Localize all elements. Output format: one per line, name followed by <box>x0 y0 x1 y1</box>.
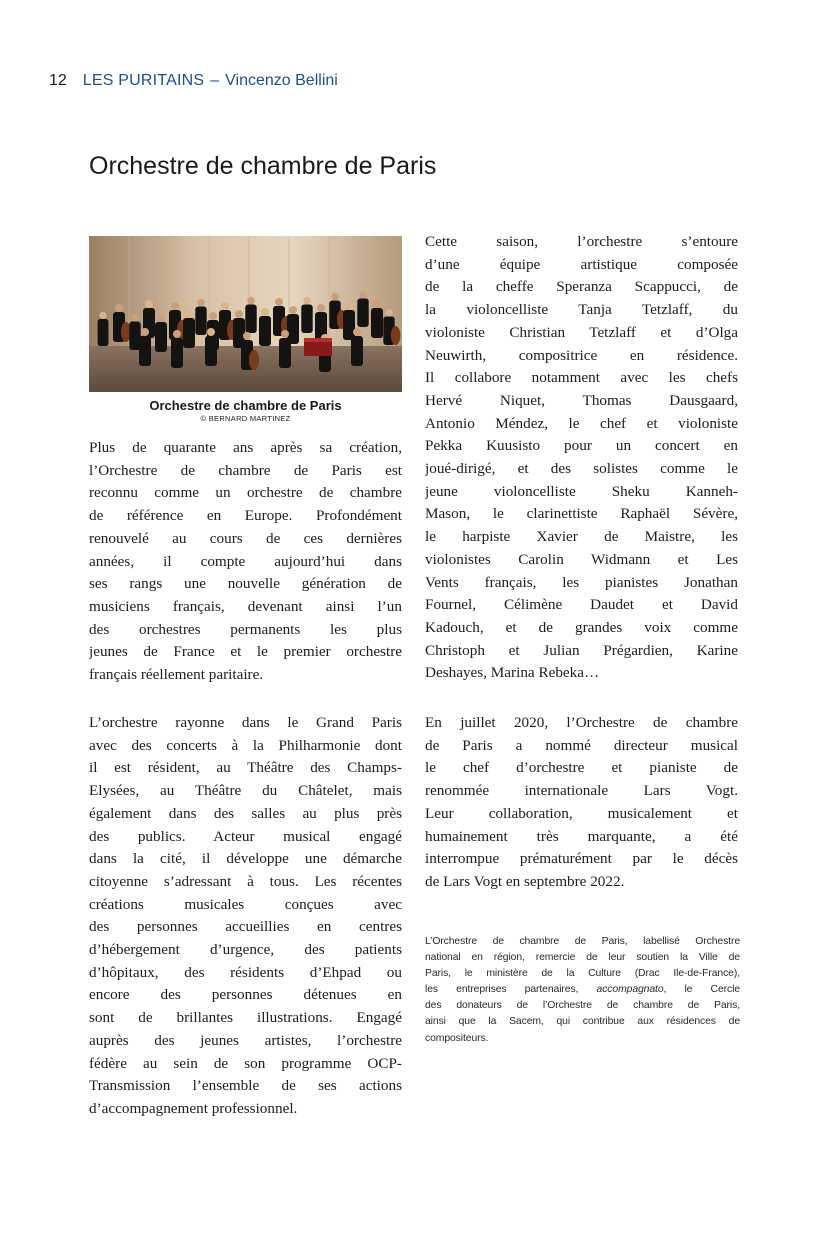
work-title: LES PURITAINS <box>82 72 205 89</box>
text-line: encore des personnes détenues en <box>89 986 402 1004</box>
text-line: ses rangs une nouvelle génération de <box>89 575 402 593</box>
text-line: Vents français, les pianistes Jonathan <box>425 573 738 591</box>
text-line: citoyenne s’adressant à tous. Les récentes <box>89 872 402 890</box>
page-title: Orchestre de chambre de Paris <box>89 152 437 180</box>
text-line: Neuwirth, compositrice en résidence. <box>425 346 738 364</box>
footnote-line: des donateurs de l’Orchestre de chambre de Paris, <box>425 1000 740 1012</box>
text-line: avec des concerts à la Philharmonie dont <box>89 736 402 754</box>
text-line: Pekka Kuusisto pour un concert en <box>425 437 738 455</box>
text-line: dans la cité, il développe une démarche <box>89 850 402 868</box>
text-line: d’hébergement d’urgence, des patients <box>89 941 402 959</box>
text-line: créations musicales conçues avec <box>89 895 402 913</box>
text-line: renommée internationale Lars Vogt. <box>425 782 738 800</box>
text-line: Leur collaboration, musicalement et <box>425 804 738 822</box>
text-line: interrompue prématurément par le décès <box>425 850 738 868</box>
text-line: Christoph et Julian Prégardien, Karine <box>425 641 738 659</box>
text-line: Mason, le clarinettiste Raphaël Sévère, <box>425 505 738 523</box>
text-line: Cette saison, l’orchestre s’entoure <box>425 233 738 250</box>
photo-caption-title: Orchestre de chambre de Paris <box>149 398 342 413</box>
text-line: d’hôpitaux, des résidents d’Ehpad ou <box>89 963 402 981</box>
text-line: le chef d’orchestre et pianiste de <box>425 759 738 777</box>
text-line: reconnu comme un orchestre de chambre <box>89 484 402 502</box>
text-line: auprès des jeunes artistes, l’orchestre <box>89 1031 402 1049</box>
text-line: des publics. Acteur musical engagé <box>89 827 402 845</box>
footnote-line: compositeurs. <box>425 1032 489 1044</box>
header-separator: – <box>210 72 220 89</box>
text-line: L’orchestre rayonne dans le Grand Paris <box>89 714 402 731</box>
text-line: français réellement paritaire. <box>89 666 264 684</box>
text-line: jeunes de France et le premier orchestre <box>89 643 402 661</box>
text-line: Fournel, Célimène Daudet et David <box>425 596 738 614</box>
text-line: des orchestres permanents les plus <box>89 620 402 638</box>
footnote-line: L’Orchestre de chambre de Paris, labellisé Orchestre <box>425 936 740 947</box>
text-line: Elysées, au Théâtre du Châtelet, mais <box>89 782 402 800</box>
text-line: la violoncelliste Tanja Tetzlaff, du <box>425 301 738 319</box>
text-line: des personnes accueillies en centres <box>89 918 402 936</box>
text-line: jeune violoncelliste Sheku Kanneh- <box>425 482 738 500</box>
text-line: d’accompagnement professionnel. <box>89 1099 298 1117</box>
text-line: également dans des salles au plus près <box>89 804 402 822</box>
orchestra-photo <box>89 236 402 392</box>
text-line: violonistes Carolin Widmann et Les <box>425 550 738 568</box>
footnote-line footnote-line-italic: les entreprises partenaires, accompagnato, le Cercle <box>425 984 740 996</box>
page-number: 12 <box>49 72 67 89</box>
text-line: il est résident, au Théâtre des Champs- <box>89 759 402 777</box>
text-line: l’Orchestre de chambre de Paris est <box>89 461 402 479</box>
text-line: Kadouch, et de grandes voix comme <box>425 618 738 636</box>
left-column-paragraph-2 <box>89 712 402 1121</box>
text-line: Transmission l’ensemble de ses actions <box>89 1077 402 1095</box>
text-line: de la cheffe Speranza Scappucci, de <box>425 278 738 296</box>
text-line: de Lars Vogt en septembre 2022. <box>425 872 625 890</box>
photo-credit: © BERNARD MARTINEZ <box>200 414 291 423</box>
text-line: le harpiste Xavier de Maistre, les <box>425 528 738 546</box>
right-column-paragraph-2 <box>425 712 738 894</box>
text-line: sont de brillantes illustrations. Engagé <box>89 1009 402 1027</box>
footnote-line: ainsi que la Sacem, qui contribue aux résidences de <box>425 1016 740 1028</box>
text-line: années, il compte aujourd’hui dans <box>89 552 402 570</box>
footnote-line: national en région, remercie de leur soutien la Ville de <box>425 952 740 964</box>
left-column-paragraph-1 <box>89 437 402 687</box>
text-line: humainement très marquante, a été <box>425 827 738 845</box>
running-header <box>49 72 338 90</box>
text-line: fédère au sein de son programme OCP- <box>89 1054 402 1072</box>
footnote-italic-word: accompagnato <box>596 984 664 996</box>
text-line: renouvelé au cours de ces dernières <box>89 529 402 547</box>
text-line: de Paris a nommé directeur musical <box>425 736 738 754</box>
text-line: Il collabore notamment avec les chefs <box>425 369 738 387</box>
text-line: violoniste Christian Tetzlaff et d’Olga <box>425 323 738 341</box>
text-line: de référence en Europe. Profondément <box>89 507 402 525</box>
acknowledgements-footnote <box>425 934 740 1047</box>
footnote-line: Paris, le ministère de la Culture (Drac Ile-de-France), <box>425 968 740 980</box>
text-line: joué-dirigé, et des solistes comme le <box>425 460 738 478</box>
text-line: Hervé Niquet, Thomas Dausgaard, <box>425 391 738 409</box>
photo-caption <box>89 398 402 424</box>
composer-name: Vincenzo Bellini <box>225 72 338 89</box>
text-line: musiciens français, devenant ainsi l’un <box>89 597 402 615</box>
right-column-paragraph-1 <box>425 231 738 685</box>
text-line: En juillet 2020, l’Orchestre de chambre <box>425 714 738 731</box>
text-line: Plus de quarante ans après sa création, <box>89 439 402 456</box>
text-line: Deshayes, Marina Rebeka… <box>425 664 600 682</box>
text-line: Antonio Méndez, le chef et violoniste <box>425 414 738 432</box>
text-line: d’une équipe artistique composée <box>425 255 738 273</box>
